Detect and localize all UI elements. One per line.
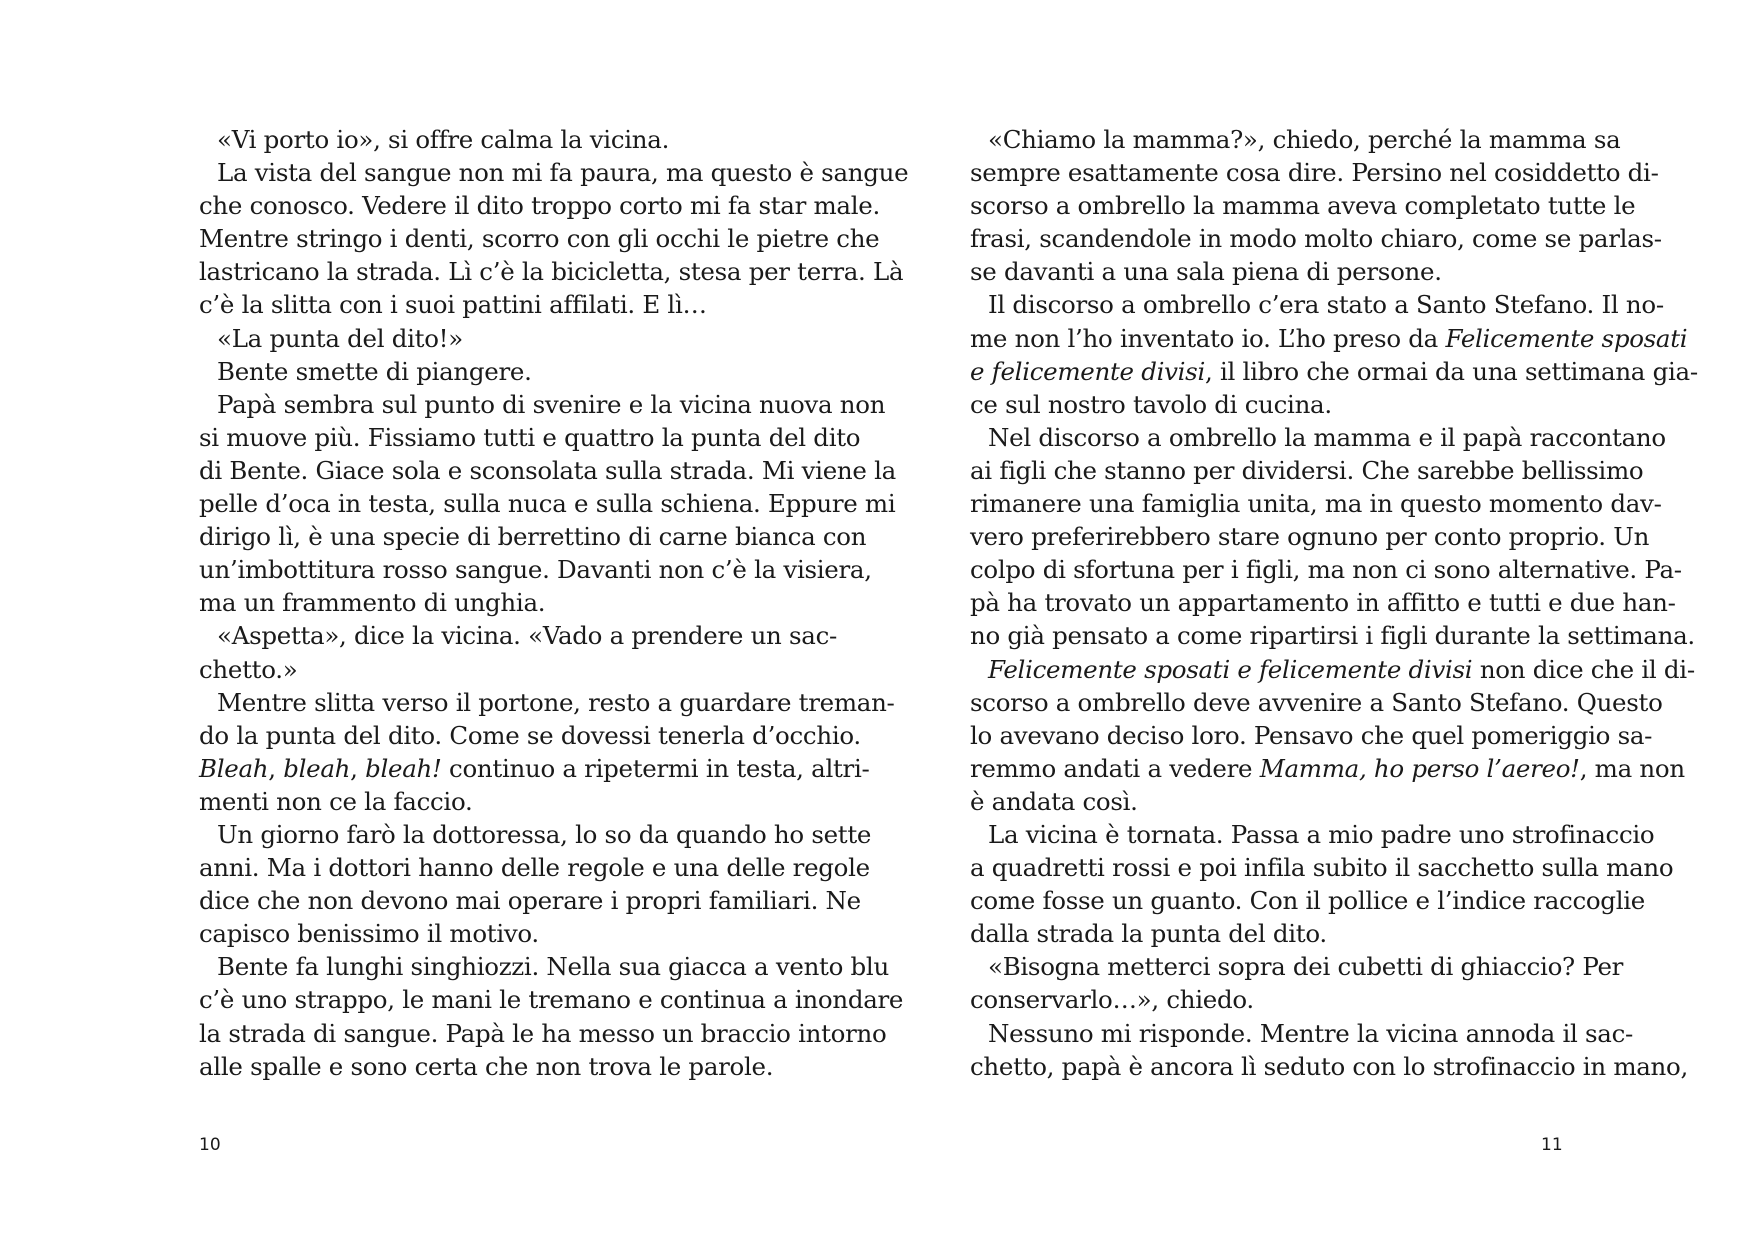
text-line: come fosse un guanto. Con il pollice e l’indice raccoglie bbox=[970, 886, 1645, 916]
text-line: remmo andati a vedere Mamma, ho perso l’aereo!, ma non bbox=[970, 753, 1685, 783]
text-line: dalla strada la punta del dito. bbox=[970, 919, 1327, 949]
text-line: Nel discorso a ombrello la mamma e il papà raccontano bbox=[988, 422, 1666, 452]
text-line: ce sul nostro tavolo di cucina. bbox=[970, 389, 1332, 419]
text-line: a quadretti rossi e poi infila subito il sacchetto sulla mano bbox=[970, 853, 1674, 883]
text-line: capisco benissimo il motivo. bbox=[199, 919, 539, 949]
text-line: Mentre stringo i denti, scorro con gli occhi le pietre che bbox=[199, 224, 880, 254]
text-line: «Vi porto io», si offre calma la vicina. bbox=[217, 125, 670, 154]
text-line: me non l’ho inventato io. L’ho preso da Felicemente sposati bbox=[970, 323, 1688, 353]
text-line: alle spalle e sono certa che non trova le parole. bbox=[199, 1051, 774, 1081]
text-line: La vicina è tornata. Passa a mio padre uno strofinaccio bbox=[988, 819, 1655, 849]
text-line: se davanti a una sala piena di persone. bbox=[970, 257, 1442, 287]
text-line: sempre esattamente cosa dire. Persino nel cosiddetto di- bbox=[970, 158, 1659, 188]
text-line: Mentre slitta verso il portone, resto a guardare treman- bbox=[217, 687, 895, 717]
text-line: conservarlo…», chiedo. bbox=[970, 985, 1254, 1015]
text-line: la strada di sangue. Papà le ha messo un braccio intorno bbox=[199, 1018, 887, 1048]
text-line: di Bente. Giace sola e sconsolata sulla strada. Mi viene la bbox=[199, 455, 896, 485]
text-line: vero preferirebbero stare ognuno per conto proprio. Un bbox=[970, 522, 1650, 552]
text-line: dice che non devono mai operare i propri familiari. Ne bbox=[199, 886, 861, 916]
text-line: pelle d’oca in testa, sulla nuca e sulla schiena. Eppure mi bbox=[199, 489, 896, 519]
text-line: si muove più. Fissiamo tutti e quattro la punta del dito bbox=[199, 422, 861, 452]
text-line: pà ha trovato un appartamento in affitto e tutti e due han- bbox=[970, 588, 1676, 618]
text-line: Papà sembra sul punto di svenire e la vicina nuova non bbox=[217, 389, 886, 419]
text-line: dirigo lì, è una specie di berrettino di carne bianca con bbox=[199, 522, 867, 552]
text-line: no già pensato a come ripartirsi i figli durante la settimana. bbox=[970, 621, 1695, 651]
text-line: lastricano la strada. Lì c’è la bicicletta, stesa per terra. Là bbox=[199, 257, 904, 287]
text-line: Nessuno mi risponde. Mentre la vicina annoda il sac- bbox=[988, 1018, 1634, 1048]
text-line: Felicemente sposati e felicemente divisi non dice che il di- bbox=[988, 654, 1695, 684]
text-line: c’è uno strappo, le mani le tremano e continua a inondare bbox=[199, 985, 904, 1015]
text-line: chetto.» bbox=[199, 654, 298, 684]
text-line: ai figli che stanno per dividersi. Che sarebbe bellissimo bbox=[970, 455, 1644, 485]
text-line: che conosco. Vedere il dito troppo corto mi fa star male. bbox=[199, 191, 880, 221]
text-line: colpo di sfortuna per i figli, ma non ci sono alternative. Pa- bbox=[970, 555, 1682, 585]
text-line: e felicemente divisi, il libro che ormai da una settimana gia- bbox=[970, 356, 1698, 386]
text-line: scorso a ombrello deve avvenire a Santo Stefano. Questo bbox=[970, 687, 1663, 717]
text-line: «Chiamo la mamma?», chiedo, perché la mamma sa bbox=[988, 125, 1621, 154]
page-number-right: 11 bbox=[1541, 1135, 1563, 1155]
text-line: un’imbottitura rosso sangue. Davanti non c’è la visiera, bbox=[199, 555, 872, 585]
text-line: lo avevano deciso loro. Pensavo che quel pomeriggio sa- bbox=[970, 720, 1653, 750]
text-line: Bleah, bleah, bleah! continuo a ripetermi in testa, altri- bbox=[199, 753, 870, 783]
text-line: La vista del sangue non mi fa paura, ma questo è sangue bbox=[217, 158, 909, 188]
text-line: scorso a ombrello la mamma aveva completato tutte le bbox=[970, 191, 1636, 221]
text-line: Bente fa lunghi singhiozzi. Nella sua giacca a vento blu bbox=[217, 952, 889, 982]
page-number-left: 10 bbox=[199, 1135, 221, 1155]
text-line: anni. Ma i dottori hanno delle regole e una delle regole bbox=[199, 853, 870, 883]
text-line: rimanere una famiglia unita, ma in questo momento dav- bbox=[970, 489, 1662, 519]
text-line: Un giorno farò la dottoressa, lo so da quando ho sette bbox=[217, 819, 872, 849]
text-line: è andata così. bbox=[970, 786, 1138, 816]
text-line: menti non ce la faccio. bbox=[199, 786, 473, 816]
text-line: «La punta del dito!» bbox=[217, 323, 463, 353]
text-line: c’è la slitta con i suoi pattini affilati. E lì… bbox=[199, 290, 707, 320]
text-line: Il discorso a ombrello c’era stato a Santo Stefano. Il no- bbox=[988, 290, 1664, 320]
text-line: chetto, papà è ancora lì seduto con lo strofinaccio in mano, bbox=[970, 1051, 1688, 1081]
left-page-text bbox=[199, 123, 909, 1083]
text-line: frasi, scandendole in modo molto chiaro, come se parlas- bbox=[970, 224, 1662, 254]
text-line: ma un frammento di unghia. bbox=[199, 588, 546, 618]
right-page-text bbox=[970, 123, 1698, 1083]
text-line: «Bisogna metterci sopra dei cubetti di ghiaccio? Per bbox=[988, 952, 1624, 982]
text-line: do la punta del dito. Come se dovessi tenerla d’occhio. bbox=[199, 720, 861, 750]
text-line: «Aspetta», dice la vicina. «Vado a prendere un sac- bbox=[217, 621, 837, 651]
text-line: Bente smette di piangere. bbox=[217, 356, 532, 386]
